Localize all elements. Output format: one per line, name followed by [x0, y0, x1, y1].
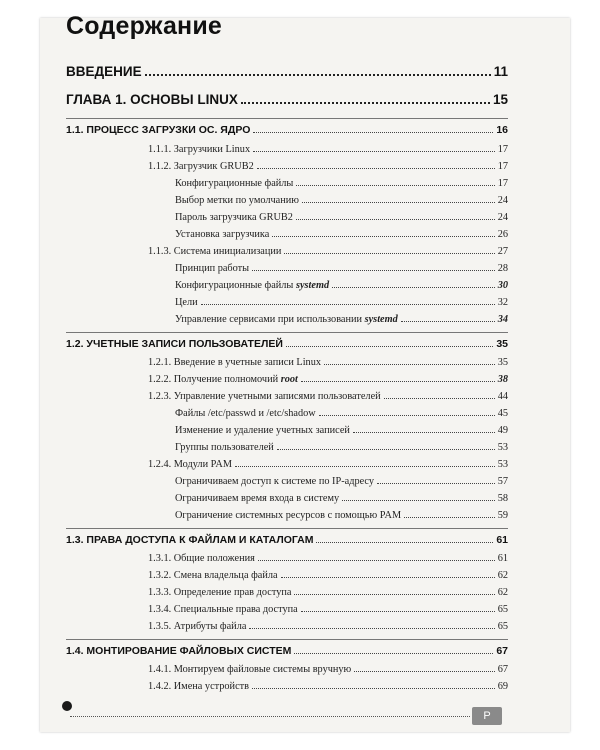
toc-entry-title: Файлы /etc/passwd и /etc/shadow: [175, 408, 316, 419]
toc-entry-page: 62: [497, 570, 508, 581]
toc-entry-page: 65: [497, 604, 508, 615]
toc-entry-title: Ограничиваем доступ к системе по IP-адресу: [175, 476, 374, 487]
toc-entry-title: 1.4.2. Имена устройств: [148, 681, 250, 692]
toc-entry-user-groups[interactable]: [175, 442, 508, 453]
toc-entry-title: 1.1. ПРОЦЕСС ЗАГРУЗКИ ОС. ЯДРО: [66, 124, 251, 136]
toc-entry-bootloader-install[interactable]: [175, 229, 508, 240]
toc-entry-page: 65: [497, 621, 508, 632]
toc-entry-title: 1.3.5. Атрибуты файла: [148, 621, 247, 632]
leader-dots: [301, 611, 495, 612]
toc-entry-1-1-1[interactable]: [148, 144, 508, 155]
toc-entry-page: 58: [497, 493, 508, 504]
toc-entry-title: Ограничение системных ресурсов с помощью PAM: [175, 510, 402, 521]
toc-entry-page: 61: [497, 553, 508, 564]
toc-entry-operating-principle[interactable]: [175, 263, 508, 274]
toc-entry-page: 17: [497, 144, 508, 155]
toc-entry-page: 24: [497, 212, 508, 223]
leader-dots: [296, 219, 495, 220]
leader-dots: [294, 594, 494, 595]
leader-dots: [286, 346, 493, 347]
leader-dots: [324, 364, 495, 365]
toc-entry-ip-restriction[interactable]: [175, 476, 508, 487]
toc-entry-title: 1.3.3. Определение прав доступа: [148, 587, 292, 598]
toc-entry-page: 16: [496, 124, 508, 136]
toc-entry-section-1-2[interactable]: [66, 338, 508, 350]
toc-entry-1-3-5[interactable]: [148, 621, 508, 632]
toc-entry-page: 44: [497, 391, 508, 402]
leader-dots: [277, 449, 495, 450]
leader-dots: [301, 381, 495, 382]
toc-entry-title: Группы пользователей: [175, 442, 274, 453]
toc-entry-page: 17: [497, 178, 508, 189]
toc-entry-page: 34: [497, 314, 508, 325]
footer-dot-icon: [62, 701, 72, 711]
toc-entry-default-label[interactable]: [175, 195, 508, 206]
toc-entry-page: 53: [497, 459, 508, 470]
toc-entry-title: 1.1.1. Загрузчики Linux: [148, 144, 251, 155]
toc-entry-1-1-3[interactable]: [148, 246, 508, 257]
toc-entry-config-files[interactable]: [175, 178, 508, 189]
toc-entry-title: 1.2.1. Введение в учетные записи Linux: [148, 357, 322, 368]
leader-dots: [253, 151, 495, 152]
toc-entry-title: Цели: [175, 297, 198, 308]
toc-entry-passwd-shadow[interactable]: [175, 408, 508, 419]
toc-entry-1-3-3[interactable]: [148, 587, 508, 598]
toc-entry-1-2-3[interactable]: [148, 391, 508, 402]
toc-entry-grub-password[interactable]: [175, 212, 508, 223]
toc-entry-section-1-4[interactable]: [66, 645, 508, 657]
toc-entry-page: 57: [497, 476, 508, 487]
toc-entry-title: 1.2. УЧЕТНЫЕ ЗАПИСИ ПОЛЬЗОВАТЕЛЕЙ: [66, 338, 283, 350]
toc-entry-title: Пароль загрузчика GRUB2: [175, 212, 293, 223]
toc-entry-modify-delete-accounts[interactable]: [175, 425, 508, 436]
leader-dots: [284, 253, 494, 254]
section-separator: [66, 332, 508, 333]
toc-entry-page: 38: [497, 374, 508, 385]
toc-entry-title: 1.3.2. Смена владельца файла: [148, 570, 278, 581]
toc-entry-page: 53: [497, 442, 508, 453]
leader-dots: [249, 628, 494, 629]
toc-entry-section-1-3[interactable]: [66, 534, 508, 546]
toc-entry-title: 1.4. МОНТИРОВАНИЕ ФАЙЛОВЫХ СИСТЕМ: [66, 645, 292, 657]
toc-entry-title: ВВЕДЕНИЕ: [66, 64, 142, 79]
toc-entry-page: 28: [497, 263, 508, 274]
leader-dots: [302, 202, 495, 203]
toc-entry-page: 61: [496, 534, 508, 546]
leader-dots: [401, 321, 495, 322]
leader-dots: [272, 236, 494, 237]
toc-entry-title: 1.3.1. Общие положения: [148, 553, 255, 564]
toc-entry-title: Выбор метки по умолчанию: [175, 195, 299, 206]
toc-entry-page: 62: [497, 587, 508, 598]
page-title: Содержание: [66, 12, 223, 40]
section-separator: [66, 118, 508, 119]
toc-entry-title: 1.2.4. Модули PAM: [148, 459, 233, 470]
leader-dots: [257, 168, 495, 169]
toc-entry-1-4-1[interactable]: [148, 664, 508, 675]
toc-entry-systemd-services[interactable]: [175, 314, 508, 325]
leader-dots: [377, 483, 495, 484]
page-badge: P: [472, 707, 502, 725]
toc-entry-1-3-1[interactable]: [148, 553, 508, 564]
section-separator: [66, 639, 508, 640]
toc-entry-introduction[interactable]: [66, 64, 508, 79]
leader-dots: [235, 466, 495, 467]
toc-entry-page: 35: [496, 338, 508, 350]
toc-entry-1-3-2[interactable]: [148, 570, 508, 581]
toc-entry-systemd-config[interactable]: [175, 280, 508, 291]
toc-entry-page: 26: [497, 229, 508, 240]
toc-entry-page: 35: [497, 357, 508, 368]
toc-entry-page: 67: [497, 664, 508, 675]
toc-entry-title: Конфигурационные файлы systemd: [175, 280, 330, 291]
toc-entry-title: 1.3. ПРАВА ДОСТУПА К ФАЙЛАМ И КАТАЛОГАМ: [66, 534, 314, 546]
toc-entry-login-time-restriction[interactable]: [175, 493, 508, 504]
leader-dots: [404, 517, 495, 518]
leader-dots: [296, 185, 494, 186]
toc-entry-page: 24: [497, 195, 508, 206]
toc-entry-pam-resource-limits[interactable]: [175, 510, 508, 521]
toc-entry-title: 1.1.3. Система инициализации: [148, 246, 282, 257]
leader-dots: [294, 653, 493, 654]
toc-entry-page: 27: [497, 246, 508, 257]
leader-dots: [319, 415, 495, 416]
toc-entry-title: 1.1.2. Загрузчик GRUB2: [148, 161, 254, 172]
toc-entry-title: 1.3.4. Специальные права доступа: [148, 604, 298, 615]
toc-entry-1-2-4[interactable]: [148, 459, 508, 470]
toc-entry-title: 1.2.2. Получение полномочий root: [148, 374, 298, 385]
toc-entry-title: Конфигурационные файлы: [175, 178, 294, 189]
toc-entry-1-3-4[interactable]: [148, 604, 508, 615]
toc-entry-title: Принцип работы: [175, 263, 250, 274]
toc-entry-title: Управление сервисами при использовании systemd: [175, 314, 398, 325]
toc-entry-title: Установка загрузчика: [175, 229, 270, 240]
footer-rule: [70, 716, 470, 717]
toc-entry-section-1-1[interactable]: [66, 124, 508, 136]
toc-entry-page: 17: [497, 161, 508, 172]
toc-entry-1-1-2[interactable]: [148, 161, 508, 172]
leader-dots: [384, 398, 495, 399]
toc-entry-page: 45: [497, 408, 508, 419]
leader-dots: [258, 560, 495, 561]
toc-entry-page: 30: [497, 280, 508, 291]
toc-entry-page: 32: [497, 297, 508, 308]
leader-dots: [252, 688, 495, 689]
toc-entry-title: Изменение и удаление учетных записей: [175, 425, 350, 436]
toc-entry-chapter-1[interactable]: [66, 92, 508, 107]
leader-dots: [353, 432, 495, 433]
toc-entry-page: 49: [497, 425, 508, 436]
leader-dots: [342, 500, 495, 501]
toc-entry-targets[interactable]: [175, 297, 508, 308]
toc-entry-page: 67: [496, 645, 508, 657]
toc-entry-1-2-2[interactable]: [148, 374, 508, 385]
leader-dots: [201, 304, 495, 305]
toc-entry-title: ГЛАВА 1. ОСНОВЫ LINUX: [66, 92, 238, 107]
leader-dots: [332, 287, 495, 288]
leader-dots: [316, 542, 493, 543]
toc-entry-title: Ограничиваем время входа в систему: [175, 493, 340, 504]
leader-dots: [145, 74, 491, 76]
toc-entry-1-2-1[interactable]: [148, 357, 508, 368]
section-separator: [66, 528, 508, 529]
leader-dots: [252, 270, 495, 271]
toc-entry-title: 1.2.3. Управление учетными записями пользователей: [148, 391, 381, 402]
toc-entry-page: 15: [492, 92, 508, 107]
leader-dots: [253, 132, 493, 133]
leader-dots: [241, 102, 490, 104]
toc-entry-page: 11: [493, 64, 508, 79]
toc-entry-title: 1.4.1. Монтируем файловые системы вручную: [148, 664, 352, 675]
leader-dots: [354, 671, 494, 672]
toc-entry-page: 69: [497, 681, 508, 692]
toc-entry-page: 59: [497, 510, 508, 521]
leader-dots: [281, 577, 495, 578]
toc-entry-1-4-2[interactable]: [148, 681, 508, 692]
